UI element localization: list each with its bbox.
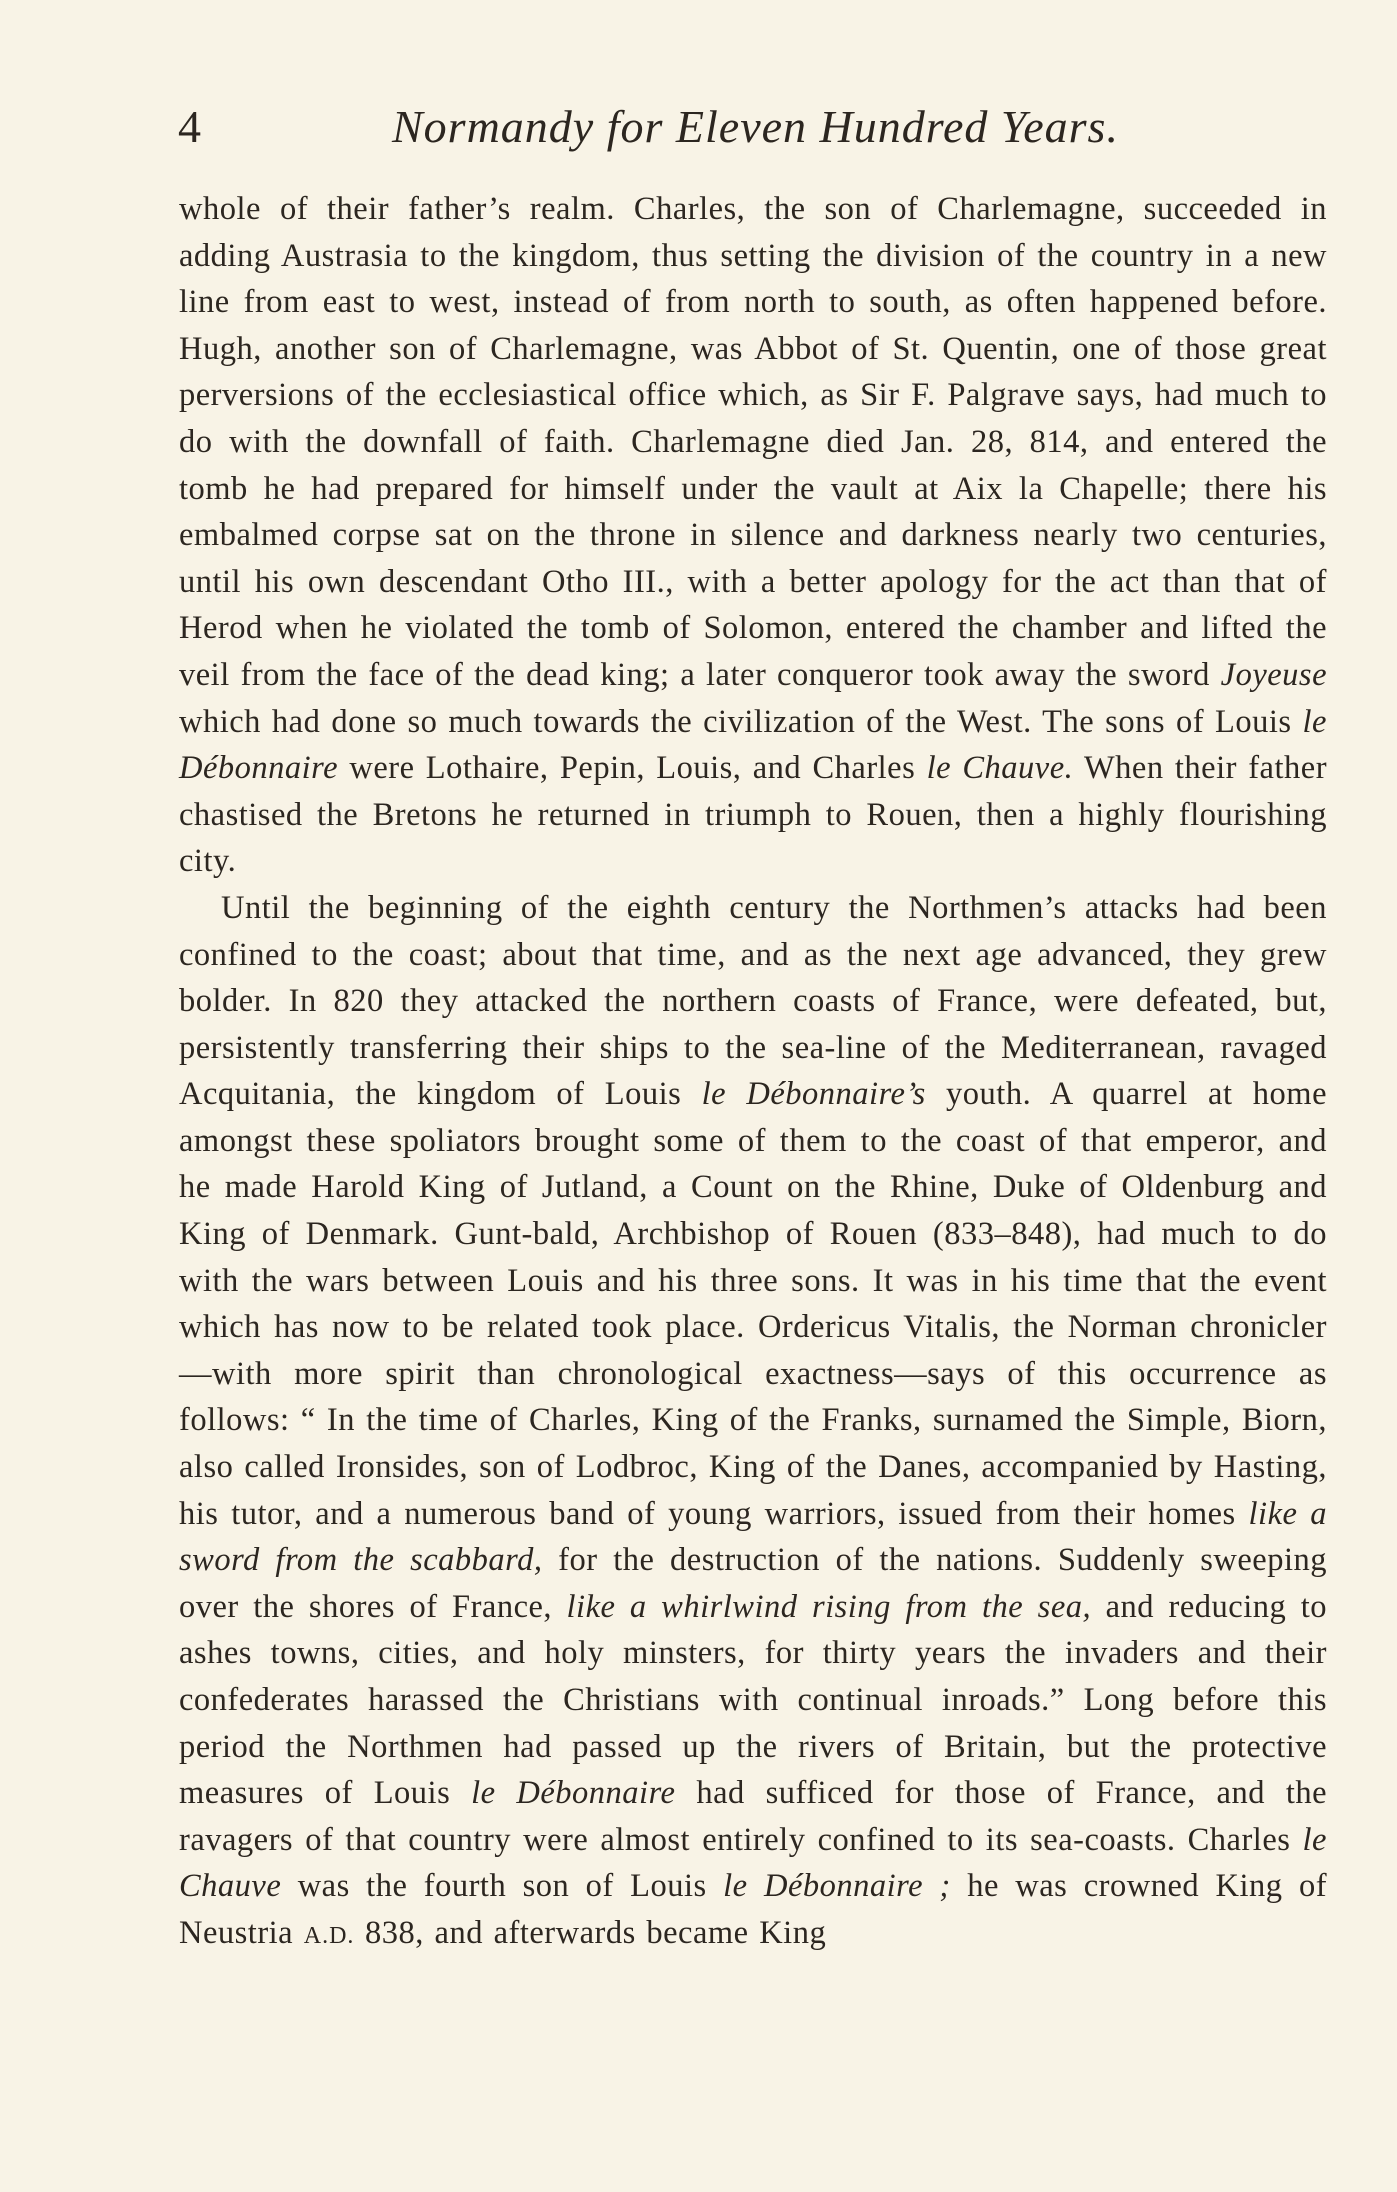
italic-run: Joyeuse [1220, 656, 1328, 693]
small-caps-run: A.D. [303, 1922, 355, 1949]
text-run: was the fourth son of Louis [297, 1868, 707, 1905]
text-run: he was crowned King of Neustria [179, 1868, 1328, 1951]
text-run: were Lothaire, Pepin, Louis, and Charles [349, 750, 916, 787]
text-run: youth. A quarrel at home amongst these spoliators brought some of them to the coast of that emperor, and he made Harold King of Jutland, a Count on the Rhine, Duke of Oldenburg and King of Denmark. Gunt-bald, Archbishop of Rouen (833–848), had much to do with the wars between Louis and his three sons. It was in his time that the event which has now to be related took place. Ordericus Vitalis, the Norman chronicler—with more spirit than chronological exactness—says of this occurrence as follows: “ In the time of Charles, King of the Franks, surnamed the Simple, Biorn, also called Ironsides, son of Lodbroc, King of the Danes, accompanied by Hasting, his tutor, and a numerous band of young warriors, issued from their homes [179, 1076, 1328, 1532]
paragraph-1 [179, 186, 1327, 885]
text-run: which had done so much towards the civilization of the West. The sons of Louis [179, 703, 1292, 740]
text-run: Until the beginning of the eighth century the Northmen’s attacks had been confined to the coast; about that time, and as the next age advanced, they grew bolder. In 820 they attacked the northern coasts of France, were defeated, but, persistently transferring their ships to the sea-line of the Mediterranean, ravaged Acquitania, the kingdom of Louis [179, 889, 1327, 1113]
text-run: for the destruction of the nations. Suddenly sweeping over the shores of France, [179, 1542, 1328, 1625]
running-title: Normandy for Eleven Hundred Years. [392, 101, 1119, 152]
italic-run: like a whirlwind rising from the sea, [566, 1588, 1092, 1625]
text-run: and reducing to ashes towns, cities, and holy minsters, for thirty years the invaders and their confederates harassed the Christians with continual inroads.” Long before this period the Northmen had passed up the rivers of Britain, but the protective measures of Louis [179, 1588, 1327, 1812]
italic-run: le Débonnaire [471, 1775, 676, 1812]
body-text [179, 186, 1327, 1960]
italic-run: le Débonnaire’s [701, 1076, 926, 1113]
paragraph-2 [179, 885, 1327, 1960]
text-run: whole of their father’s realm. Charles, the son of Charlemagne, succeeded in adding Austrasia to the kingdom, thus setting the division of the country in a new line from east to west, instead of from north to south, as often happened before. Hugh, another son of Charlemagne, was Abbot of St. Quentin, one of those great perversions of the ecclesiastical office which, as Sir F. Palgrave says, had much to do with the downfall of faith. Charlemagne died Jan. 28, 814, and entered the tomb he had prepared for himself under the vault at Aix la Chapelle; there his embalmed corpse sat on the throne in silence and darkness nearly two centuries, until his own descendant Otho III., with a better apology for the act than that of Herod when he violated the tomb of Solomon, entered the chamber and lifted the veil from the face of the dead king; a later conqueror took away the sword [179, 191, 1327, 693]
page-header [172, 100, 1332, 164]
text-run: When their father chastised the Bretons he returned in triumph to Rouen, then a highly flourishing city. [179, 750, 1328, 880]
italic-run: le Chauve. [926, 750, 1074, 787]
italic-run: le Débonnaire [179, 703, 1327, 787]
italic-run: le Débonnaire ; [723, 1868, 951, 1905]
text-run: had sufficed for those of France, and the ravagers of that country were almost entirely confined to its sea-coasts. Charles [179, 1775, 1328, 1858]
page-number: 4 [178, 101, 201, 152]
text-run: 838, and afterwards became King [365, 1914, 827, 1951]
italic-run: le Chauve [179, 1821, 1327, 1905]
italic-run: like a sword from the scabbard, [179, 1495, 1328, 1579]
